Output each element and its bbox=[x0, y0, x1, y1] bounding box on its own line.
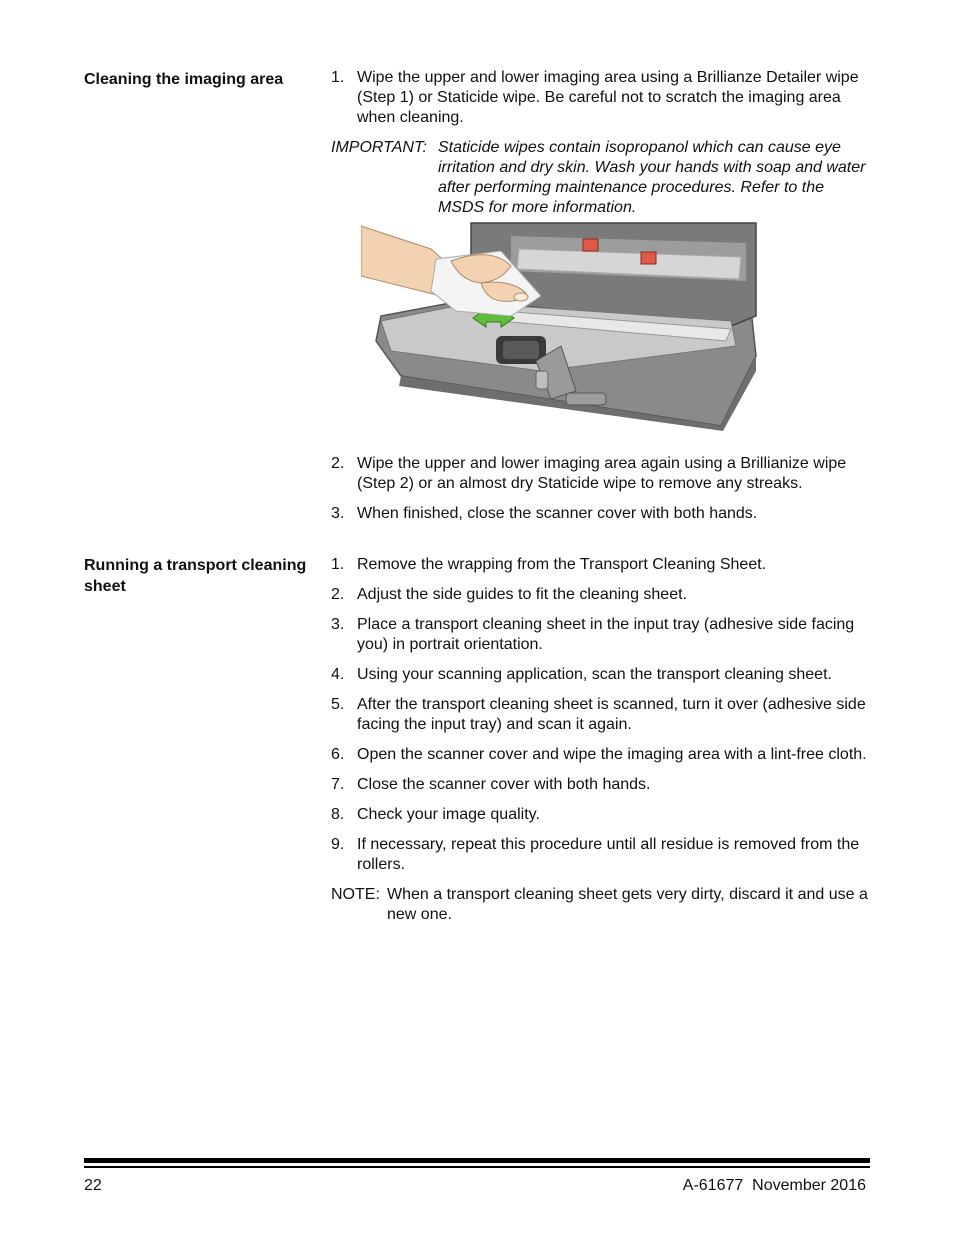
step-text: If necessary, repeat this procedure until all residue is removed from the rollers. bbox=[357, 836, 860, 873]
list-item bbox=[331, 454, 871, 494]
step-number: 8. bbox=[331, 806, 345, 823]
list-item bbox=[331, 585, 871, 605]
footer-rule-thin bbox=[84, 1166, 870, 1168]
document-info: A-61677 November 2016 bbox=[682, 1177, 866, 1194]
step-number: 5. bbox=[331, 696, 345, 713]
step-number: 3. bbox=[331, 616, 345, 633]
section-heading-cleaning-imaging-area: Cleaning the imaging area bbox=[84, 71, 284, 88]
step-text: Close the scanner cover with both hands. bbox=[357, 776, 651, 793]
list-item bbox=[331, 775, 871, 795]
step-text: Remove the wrapping from the Transport Cleaning Sheet. bbox=[357, 556, 767, 573]
step-text: Wipe the upper and lower imaging area again using a Brillianize wipe (Step 2) or an almost dry Staticide wipe to remove any streaks. bbox=[357, 455, 847, 492]
important-notice bbox=[331, 138, 871, 218]
step-text: Adjust the side guides to fit the cleaning sheet. bbox=[357, 586, 687, 603]
list-item bbox=[331, 615, 871, 655]
footer-rule-thick bbox=[84, 1158, 870, 1163]
section1-body bbox=[331, 68, 871, 218]
step-text: When finished, close the scanner cover with both hands. bbox=[357, 505, 758, 522]
step-text: Wipe the upper and lower imaging area using a Brillianze Detailer wipe (Step 1) or Staticide wipe. Be careful not to scratch the imaging area when cleaning. bbox=[357, 69, 859, 126]
step-number: 9. bbox=[331, 836, 345, 853]
list-item bbox=[331, 805, 871, 825]
step-number: 7. bbox=[331, 776, 345, 793]
note-text: When a transport cleaning sheet gets very dirty, discard it and use a new one. bbox=[387, 886, 868, 923]
step-number: 4. bbox=[331, 666, 345, 683]
step-number: 2. bbox=[331, 586, 345, 603]
step-number: 1. bbox=[331, 69, 345, 86]
list-item bbox=[331, 555, 871, 575]
scanner-cleaning-illustration bbox=[361, 221, 759, 431]
section1-body-continued bbox=[331, 454, 871, 534]
step-text: Open the scanner cover and wipe the imaging area with a lint-free cloth. bbox=[357, 746, 867, 763]
step-text: After the transport cleaning sheet is scanned, turn it over (adhesive side facing the input tray) and scan it again. bbox=[357, 696, 866, 733]
list-item bbox=[331, 695, 871, 735]
section-heading-running-transport-cleaning-sheet: Running a transport cleaning sheet bbox=[84, 557, 307, 595]
section2-body bbox=[331, 555, 871, 925]
list-item bbox=[331, 68, 871, 128]
important-text: Staticide wipes contain isopropanol which can cause eye irritation and dry skin. Wash your hands with soap and water after performing maintenance procedures. Refer to the MSDS for more information. bbox=[438, 139, 866, 216]
page-number: 22 bbox=[84, 1177, 102, 1194]
step-text: Using your scanning application, scan the transport cleaning sheet. bbox=[357, 666, 832, 683]
list-item bbox=[331, 745, 871, 765]
list-item bbox=[331, 504, 871, 524]
list-item bbox=[331, 665, 871, 685]
step-number: 1. bbox=[331, 556, 345, 573]
step-text: Check your image quality. bbox=[357, 806, 540, 823]
note-label: NOTE: bbox=[331, 886, 380, 903]
important-label: IMPORTANT: bbox=[331, 139, 427, 156]
step-number: 6. bbox=[331, 746, 345, 763]
step-number: 2. bbox=[331, 455, 345, 472]
step-number: 3. bbox=[331, 505, 345, 522]
step-text: Place a transport cleaning sheet in the input tray (adhesive side facing you) in portrait orientation. bbox=[357, 616, 855, 653]
note bbox=[331, 885, 871, 925]
list-item bbox=[331, 835, 871, 875]
